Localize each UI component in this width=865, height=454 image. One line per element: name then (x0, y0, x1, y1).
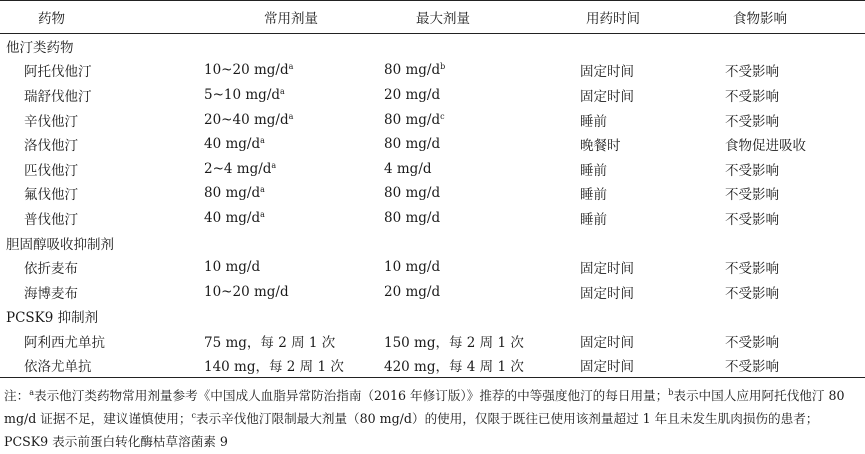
dosing-time-text: 固定时间 (580, 334, 634, 351)
max-dose-cell (380, 255, 576, 280)
food-effect-text: 不受影响 (725, 113, 779, 130)
footnote-marker: a (29, 388, 34, 397)
food-effect-cell (719, 181, 865, 206)
table-row (0, 156, 865, 181)
group-row (0, 34, 865, 59)
footnote-marker: a (260, 136, 265, 146)
drug-name-text: 瑞舒伐他汀 (24, 88, 92, 105)
max-dose-cell (380, 329, 576, 354)
max-dose-cell (380, 83, 576, 108)
header-usual-dose: 常用剂量 (200, 1, 380, 34)
group-title: 胆固醇吸收抑制剂 (6, 236, 114, 253)
usual-dose-cell (200, 156, 380, 181)
table-row (0, 181, 865, 206)
max-dose-cell (380, 107, 576, 132)
table-row (0, 132, 865, 157)
food-effect-text: 不受影响 (725, 64, 779, 81)
dosing-time-text: 固定时间 (580, 359, 634, 376)
usual-dose-text: 10 mg/d (204, 259, 261, 276)
food-effect-text: 食物促进吸收 (725, 138, 806, 155)
dosing-time-cell (576, 83, 719, 108)
drug-name-text: 海博麦布 (24, 285, 78, 302)
max-dose-text: 80 mg/d (384, 136, 441, 153)
drug-name-text: 阿托伐他汀 (24, 64, 92, 81)
footnote-text: 表示中国人应用阿托伐他汀 80 mg/d 证据不足，建议谨慎使用； (4, 388, 845, 426)
drug-name-cell (0, 132, 200, 157)
group-row (0, 304, 865, 329)
drug-name-cell (0, 58, 200, 83)
footnote-marker: a (260, 185, 265, 195)
food-effect-cell (719, 255, 865, 280)
usual-dose-cell (200, 83, 380, 108)
food-effect-text: 不受影响 (725, 261, 779, 278)
footnote-marker: a (280, 86, 285, 96)
group-row (0, 230, 865, 255)
drug-name-text: 普伐他汀 (24, 211, 78, 228)
drug-name-text: 洛伐他汀 (24, 138, 78, 155)
drug-name-cell (0, 156, 200, 181)
table-row (0, 206, 865, 231)
table-footnote (4, 384, 862, 453)
max-dose-text: 20 mg/d (384, 283, 441, 300)
dosing-time-text: 睡前 (580, 162, 607, 179)
drug-name-cell (0, 279, 200, 304)
usual-dose-text: 40 mg/d (204, 136, 261, 153)
drug-name-cell (0, 107, 200, 132)
table-row (0, 83, 865, 108)
usual-dose-cell (200, 58, 380, 83)
max-dose-cell (380, 353, 576, 378)
usual-dose-cell (200, 107, 380, 132)
max-dose-cell (380, 132, 576, 157)
dosing-time-cell (576, 353, 719, 378)
dosing-time-cell (576, 156, 719, 181)
food-effect-cell (719, 132, 865, 157)
usual-dose-text: 75 mg，每 2 周 1 次 (204, 334, 336, 351)
footnote-text: 表示辛伐他汀限制最大剂量（80 mg/d）的使用，仅限于既往已使用该剂量超过 1 年且未发生肌肉损伤的患者；PCSK9 表示前蛋白转化酶枯草溶菌素 9 (4, 411, 819, 449)
food-effect-text: 不受影响 (725, 187, 779, 204)
usual-dose-text: 40 mg/d (204, 209, 261, 226)
food-effect-cell (719, 329, 865, 354)
usual-dose-cell (200, 132, 380, 157)
dosing-time-cell (576, 255, 719, 280)
usual-dose-cell (200, 255, 380, 280)
drug-name-text: 匹伐他汀 (24, 162, 78, 179)
food-effect-cell (719, 353, 865, 378)
drug-name-text: 辛伐他汀 (24, 113, 78, 130)
food-effect-text: 不受影响 (725, 285, 779, 302)
drug-name-cell (0, 353, 200, 378)
usual-dose-text: 10~20 mg/d (204, 62, 289, 79)
max-dose-cell (380, 156, 576, 181)
footnote-marker: c (191, 411, 196, 420)
dosing-time-cell (576, 279, 719, 304)
drug-name-text: 依折麦布 (24, 261, 78, 278)
drug-name-text: 阿利西尤单抗 (24, 334, 105, 351)
header-drug: 药物 (0, 1, 200, 34)
max-dose-cell (380, 58, 576, 83)
dosing-time-cell (576, 206, 719, 231)
max-dose-text: 80 mg/d (384, 209, 441, 226)
drug-name-cell (0, 181, 200, 206)
header-dosing-time: 用药时间 (576, 1, 719, 34)
dosing-time-cell (576, 58, 719, 83)
table-row (0, 329, 865, 354)
drug-name-text: 依洛尤单抗 (24, 359, 92, 376)
usual-dose-text: 2~4 mg/d (204, 160, 272, 177)
max-dose-text: 420 mg，每 4 周 1 次 (384, 359, 524, 376)
max-dose-text: 80 mg/d (384, 62, 441, 79)
table-body (0, 34, 865, 378)
drug-name-cell (0, 329, 200, 354)
dosing-time-text: 晚餐时 (580, 138, 621, 155)
food-effect-cell (719, 156, 865, 181)
drug-name-text: 氟伐他汀 (24, 187, 78, 204)
table-row (0, 255, 865, 280)
drug-name-cell (0, 83, 200, 108)
footnote-marker: c (440, 111, 445, 121)
usual-dose-cell (200, 181, 380, 206)
usual-dose-cell (200, 353, 380, 378)
food-effect-cell (719, 107, 865, 132)
dosing-time-text: 固定时间 (580, 64, 634, 81)
dosing-time-text: 睡前 (580, 113, 607, 130)
dosing-time-cell (576, 181, 719, 206)
group-title: PCSK9 抑制剂 (6, 310, 99, 327)
header-food-effect: 食物影响 (719, 1, 865, 34)
max-dose-text: 80 mg/d (384, 185, 441, 202)
food-effect-text: 不受影响 (725, 334, 779, 351)
usual-dose-cell (200, 206, 380, 231)
dosing-time-cell (576, 132, 719, 157)
food-effect-text: 不受影响 (725, 211, 779, 228)
footnote-marker: b (668, 388, 674, 397)
food-effect-cell (719, 279, 865, 304)
dosing-time-text: 固定时间 (580, 261, 634, 278)
max-dose-cell (380, 206, 576, 231)
table-header-row (0, 1, 865, 34)
dosing-time-text: 固定时间 (580, 88, 634, 105)
usual-dose-text: 10~20 mg/d (204, 283, 289, 300)
food-effect-text: 不受影响 (725, 162, 779, 179)
food-effect-cell (719, 206, 865, 231)
food-effect-cell (719, 83, 865, 108)
max-dose-cell (380, 181, 576, 206)
usual-dose-cell (200, 279, 380, 304)
footnote-prefix: 注： (4, 388, 30, 403)
footnote-marker: a (288, 111, 294, 121)
table-row (0, 353, 865, 378)
max-dose-text: 150 mg，每 2 周 1 次 (384, 334, 524, 351)
usual-dose-text: 5~10 mg/d (204, 86, 281, 103)
usual-dose-text: 20~40 mg/d (204, 111, 289, 128)
food-effect-cell (719, 58, 865, 83)
dosing-time-cell (576, 107, 719, 132)
footnote-text: 表示他汀类药物常用剂量参考《中国成人血脂异常防治指南（2016 年修订版）》推荐的中等强度他汀的每日用量； (33, 388, 669, 403)
max-dose-text: 10 mg/d (384, 259, 441, 276)
drug-name-cell (0, 255, 200, 280)
footnote-marker: b (440, 62, 446, 72)
header-max-dose: 最大剂量 (380, 1, 576, 34)
dosing-time-text: 睡前 (580, 187, 607, 204)
max-dose-text: 20 mg/d (384, 86, 441, 103)
usual-dose-text: 140 mg，每 2 周 1 次 (204, 359, 344, 376)
dosing-time-text: 固定时间 (580, 285, 634, 302)
food-effect-text: 不受影响 (725, 359, 779, 376)
usual-dose-text: 80 mg/d (204, 185, 261, 202)
max-dose-text: 4 mg/d (384, 160, 432, 177)
food-effect-text: 不受影响 (725, 88, 779, 105)
dosing-time-text: 睡前 (580, 211, 607, 228)
usual-dose-cell (200, 329, 380, 354)
table-row (0, 279, 865, 304)
max-dose-text: 80 mg/d (384, 111, 441, 128)
drug-name-cell (0, 206, 200, 231)
table-row (0, 58, 865, 83)
dosing-time-cell (576, 329, 719, 354)
group-title: 他汀类药物 (6, 40, 74, 57)
max-dose-cell (380, 279, 576, 304)
table-row (0, 107, 865, 132)
footnote-marker: a (288, 62, 294, 72)
footnote-marker: a (260, 209, 265, 219)
footnote-marker: a (271, 160, 277, 170)
